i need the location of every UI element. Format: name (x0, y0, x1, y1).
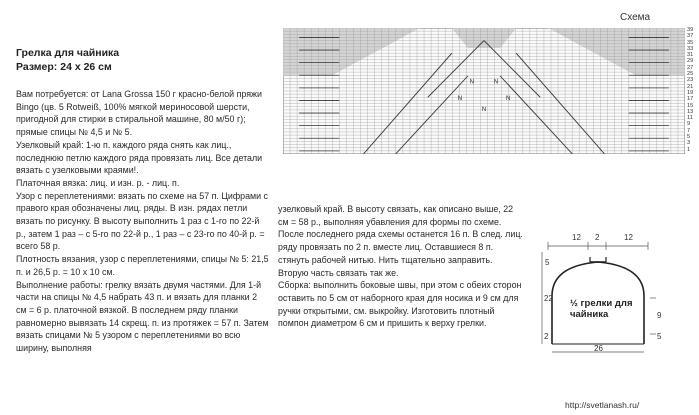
dim-top-right: 12 (624, 233, 633, 242)
dim-right-mid: 9 (657, 311, 662, 320)
selvage-paragraph: Узелковый край: 1-ю п. каждого ряда снять как лиц., последнюю петлю каждого ряда провязать лиц. Все детали вязать с узелковыми краями!. (16, 139, 263, 176)
cable-pattern-paragraph: Узор с переплетениями: вязать по схеме на 57 п. Цифрами с правого края обозначены лиц. ряды. В изн. рядах петли вязать по рисунку. В высоту выполнить 1 раз с 1-го по 22-й р., затем 1 раз – с 5-го по 22-й р., 1 раз – с 23-го по 40-й р. = всего 58 р. (16, 190, 268, 252)
chart-row-number: 15 (687, 102, 694, 109)
chart-stitch-symbol: N (457, 95, 463, 102)
chart-row-number: 35 (687, 39, 694, 46)
size-line: Размер: 24 х 26 см (16, 61, 112, 73)
dim-right-bottom: 5 (657, 332, 662, 341)
chart-row-numbers (687, 28, 699, 154)
cozy-outline-drawing (536, 226, 686, 356)
chart-row-number: 29 (687, 58, 694, 65)
chart-row-number: 21 (687, 83, 694, 90)
chart-row-number: 1 (687, 146, 691, 153)
chart-row-number: 27 (687, 64, 694, 71)
chart-row-number: 19 (687, 89, 694, 96)
chart-row-number: 33 (687, 45, 694, 52)
assembly-paragraph: Сборка: выполнить боковые швы, при этом с обеих сторон оставить по 5 см от наборного края для носика и 9 см для ручки открытыми, см. выкройку. Изготовить плотный помпон диаметром 6 см и пришить к верху грелки. (278, 280, 522, 329)
chart-row-number: 39 (687, 27, 694, 33)
chart-row-number: 31 (687, 52, 694, 59)
source-watermark: http://svetlanash.ru/ (565, 400, 640, 410)
title-block (16, 46, 268, 74)
tea-cozy-pattern-diagram (536, 226, 686, 356)
chart-row-number: 7 (687, 127, 691, 134)
knitting-chart-grid (283, 28, 685, 154)
chart-row-number: 17 (687, 96, 694, 103)
chart-stitch-symbol: N (493, 79, 499, 86)
chart-row-number: 3 (687, 140, 691, 147)
dim-top-mid: 2 (595, 233, 600, 242)
scheme-label: Схема (620, 12, 651, 23)
chart-row-number: 23 (687, 77, 694, 84)
dim-top-left: 12 (572, 233, 581, 242)
dim-side-mid: 22 (544, 294, 553, 303)
materials-paragraph: Вам потребуется: от Lana Grossa 150 г красно-белой пряжи Bingo (цв. 5 Rotweiß, 100% мягкой мериносовой шерсти, пригодной для стирки в стиральной машине, 80 м/50 г); прямые спицы № 4,5 и № 5. (16, 89, 262, 138)
work-paragraph: Выполнение работы: грелку вязать двумя частями. Для 1-й части на спицы № 4,5 набрать 43 п. и вязать для планки 2 см = 6 р. платочной вязкой. В последнем ряду планки равномерно вывязать 14 скрещ. п. из протяжек = 57 п. Затем вязать спицами № 5 узором с переплетениями во всю ширину, выполняя (16, 279, 269, 354)
chart-stitch-symbol: N (469, 79, 475, 86)
chart-row-number: 5 (687, 134, 691, 141)
chart-row-number: 25 (687, 71, 694, 78)
dim-side-top: 5 (545, 258, 550, 267)
chart-stitch-symbol: N (481, 107, 487, 114)
chart-row-number: 11 (687, 115, 693, 122)
instructions-left-column (16, 88, 270, 355)
dim-bottom: 26 (594, 344, 603, 353)
garter-stitch-paragraph: Платочная вязка: лиц. и изн. р. - лиц. п. (16, 177, 180, 188)
dim-left-bottom: 2 (544, 332, 549, 341)
instructions-middle-column (278, 203, 524, 330)
continuation-paragraph: узелковый край. В высоту связать, как описано выше, 22 см = 58 р., выполняя убавления для формы по схеме. После последнего ряда схемы останется 16 п. В след. лиц. ряду провязать по 2 п. вместе лиц. Оставшиеся 8 п. стянуть рабочей нитью. Нить тщательно заправить. Вторую часть связать так же. (278, 204, 523, 278)
chart-row-number: 9 (687, 121, 691, 128)
chart-row-number: 13 (687, 108, 694, 115)
gauge-paragraph: Плотность вязания, узор с переплетениями, спицы № 5: 21,5 п. и 26,5 р. = 10 х 10 см. (16, 254, 269, 277)
chart-row-number: 37 (687, 33, 694, 40)
chart-stitch-symbol: N (505, 95, 511, 102)
page-title: Грелка для чайника (16, 47, 120, 59)
cozy-half-label: ½ грелки для чайника (570, 298, 633, 320)
